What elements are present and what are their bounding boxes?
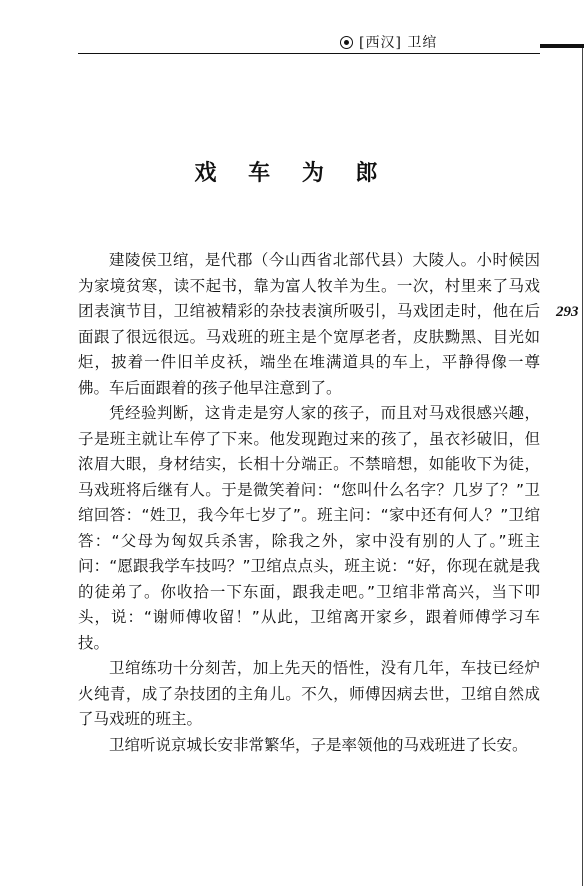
paragraph-1: 建陵侯卫绾，是代郡（今山西省北部代县）大陵人。小时候因为家境贫寒，读不起书，靠为富人牧羊为生。一次，村里来了马戏团表演节目，卫绾被精彩的杂技表演所吸引，马戏团走时，他在后面跟了很远很远。马戏班的班主是个宽厚老者，皮肤黝黑、目光如炬，披着一件旧羊皮袄，端坐在堆满道具的车上，平静得像一尊佛。车后面跟着的孩子他早注意到了。	[78, 251, 540, 397]
body-text	[78, 248, 540, 758]
chapter-title: 戏 车 为 郎	[194, 161, 390, 186]
page-edge-mark	[540, 44, 584, 48]
running-header	[340, 32, 437, 52]
page-number: 293	[556, 304, 579, 320]
circle-bullet-icon	[340, 36, 353, 49]
paragraph-4: 卫绾听说京城长安非常繁华，子是率领他的马戏班进了长安。	[109, 735, 528, 754]
running-header-text: [西汉] 卫绾	[359, 35, 438, 51]
paragraph-2: 凭经验判断，这肯走是穷人家的孩子，而且对马戏很感兴趣，子是班主就让车停了下来。他发现跑过来的孩了，虽衣衫破旧，但浓眉大眼，身材结实，长相十分端正。不禁暗想，如能收下为徒，马戏班将后继有人。于是微笑着问：“您叫什么名字？几岁了？”卫绾回答：“姓卫，我今年七岁了”。班主问：“家中还有何人？”卫绾答：“父母为匈奴兵杀害，除我之外，家中没有别的人了。”班主问：“愿跟我学车技吗？”卫绾点点头，班主说：“好，你现在就是我的徒弟了。你收拾一下东面，跟我走吧。”卫绾非常高兴，当下叩头，说：“谢师傅收留！”从此，卫绾离开家乡，跟着师傅学习车技。	[78, 404, 540, 652]
header-rule	[78, 53, 540, 54]
paragraph-3: 卫绾练功十分刻苦，加上先天的悟性，没有几年，车技已经炉火纯青，成了杂技团的主角儿。不久，师傅因病去世，卫绾自然成了马戏班的班主。	[78, 659, 540, 728]
